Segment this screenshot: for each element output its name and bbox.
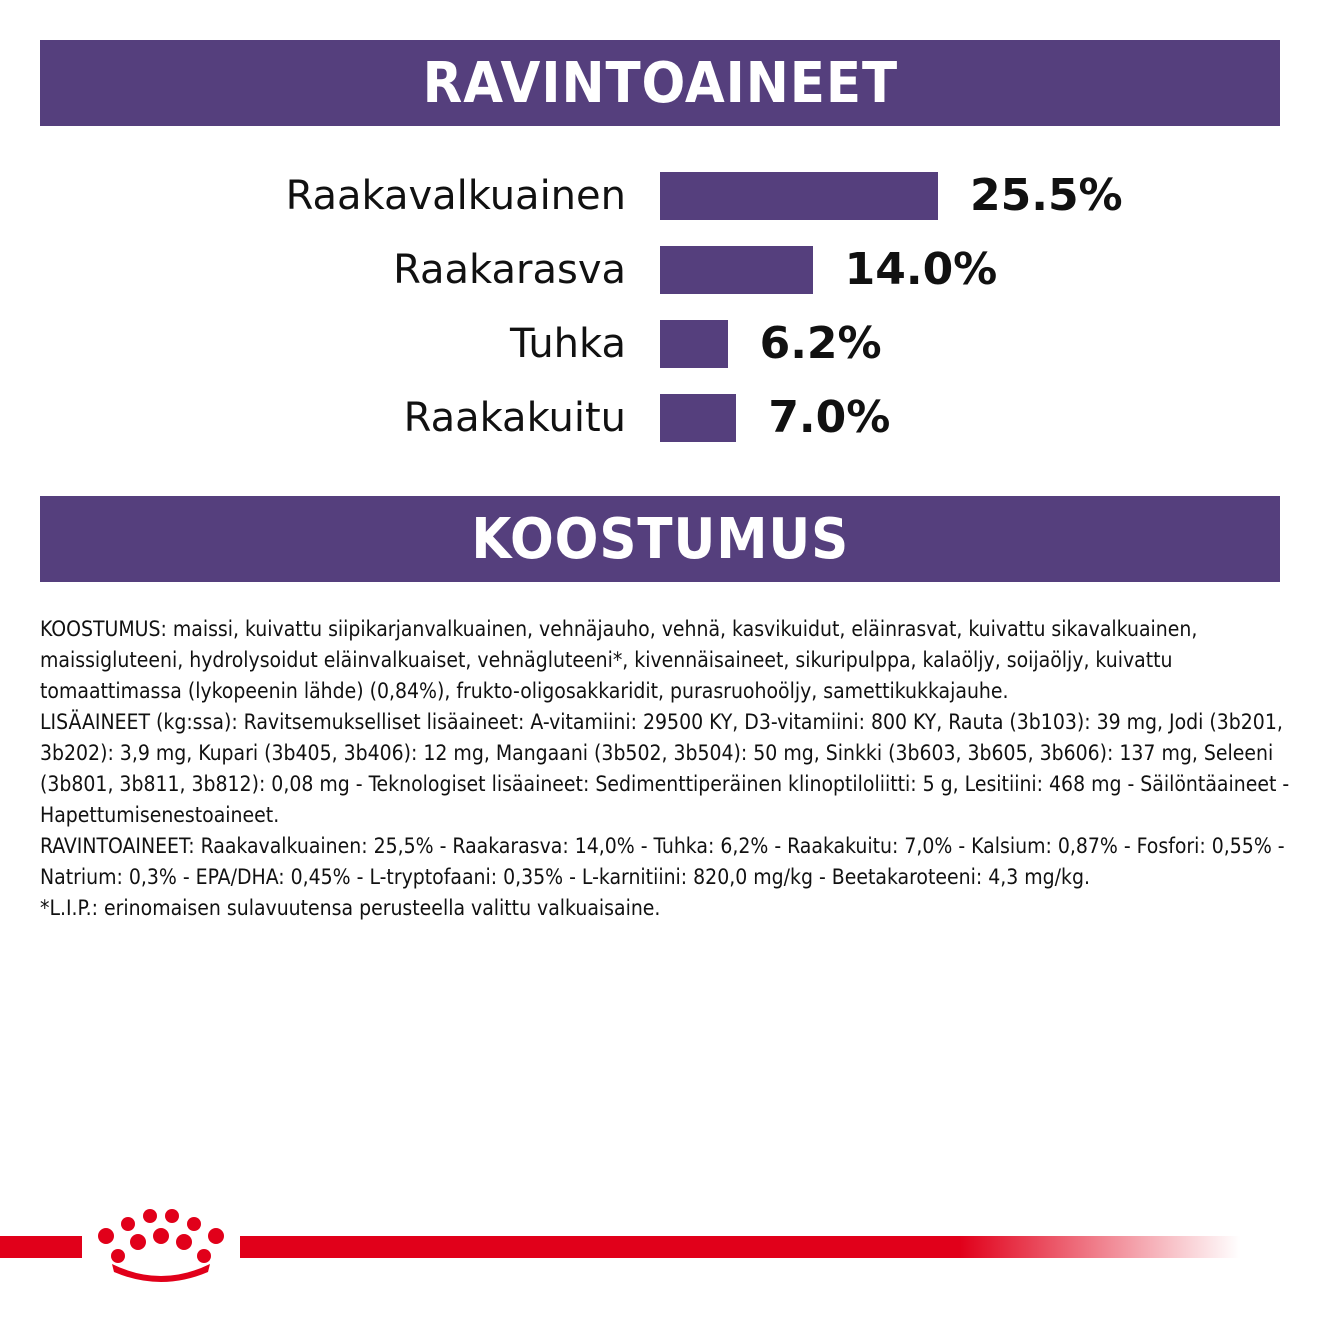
- nutrients-header: [40, 40, 1280, 126]
- bar-label: Raakakuitu: [403, 395, 626, 441]
- crown-icon: [92, 1206, 230, 1282]
- composition-ingredients: KOOSTUMUS: maissi, kuivattu siipikarjanvalkuainen, vehnäjauho, vehnä, kasvikuidut, eläinrasvat, kuivattu sikavalkuainen, maissigluteeni, hydrolysoidut eläinvalkuaiset, vehnägluteeni*, kivennäisaineet, sikuripulppa, kalaöljy, soijaöljy, kuivattu tomaattimassa (lykopeenin lähde) (0,84%), frukto-oligosakkaridit, purasruohoöljy, samettikukkajauhe.: [40, 617, 1198, 703]
- bar-value-label: 14.0%: [844, 244, 998, 295]
- composition-text: [40, 614, 1290, 924]
- nutrients-title: RAVINTOAINEET: [422, 50, 898, 116]
- composition-footnote: *L.I.P.: erinomaisen sulavuutensa perusteella valittu valkuaisaine.: [40, 896, 661, 920]
- bar-label: Raakavalkuainen: [285, 173, 626, 219]
- bar: [660, 320, 728, 368]
- bar-value-label: 7.0%: [768, 392, 891, 443]
- bar-value-label: 6.2%: [759, 318, 882, 369]
- bar: [660, 172, 938, 220]
- footer-stripe-left: [0, 1236, 82, 1258]
- bar-label: Tuhka: [509, 321, 626, 367]
- bar-value-label: 25.5%: [970, 170, 1123, 221]
- composition-header: [40, 496, 1280, 582]
- composition-title: KOOSTUMUS: [471, 506, 849, 572]
- composition-additives: LISÄAINEET (kg:ssa): Ravitsemukselliset lisäaineet: A-vitamiini: 29500 KY, D3-vitamiini: 800 KY, Rauta (3b103): 39 mg, Jodi (3b201, 3b202): 3,9 mg, Kupari (3b405, 3b406): 12 mg, Mangaani (3b502, 3b504): 50 mg, Sinkki (3b603, 3b605, 3b606): 137 mg, Seleeni (3b801, 3b811, 3b812): 0,08 mg - Teknologiset lisäaineet: Sedimenttiperäinen klinoptiloliitti: 5 g, Lesitiini: 468 mg - Säilöntäaineet - Hapettumisenestoaineet.: [40, 710, 1290, 827]
- nutrient-bar-chart: [0, 170, 1320, 450]
- bar-label: Raakarasva: [393, 247, 626, 293]
- footer-stripe-right: [240, 1236, 1240, 1258]
- bar: [660, 394, 736, 442]
- bar: [660, 246, 813, 294]
- composition-nutrients: RAVINTOAINEET: Raakavalkuainen: 25,5% - Raakarasva: 14,0% - Tuhka: 6,2% - Raakakuitu: 7,0% - Kalsium: 0,87% - Fosfori: 0,55% - Natrium: 0,3% - EPA/DHA: 0,45% - L-tryptofaani: 0,35% - L-karnitiini: 820,0 mg/kg - Beetakaroteeni: 4,3 mg/kg.: [40, 834, 1285, 889]
